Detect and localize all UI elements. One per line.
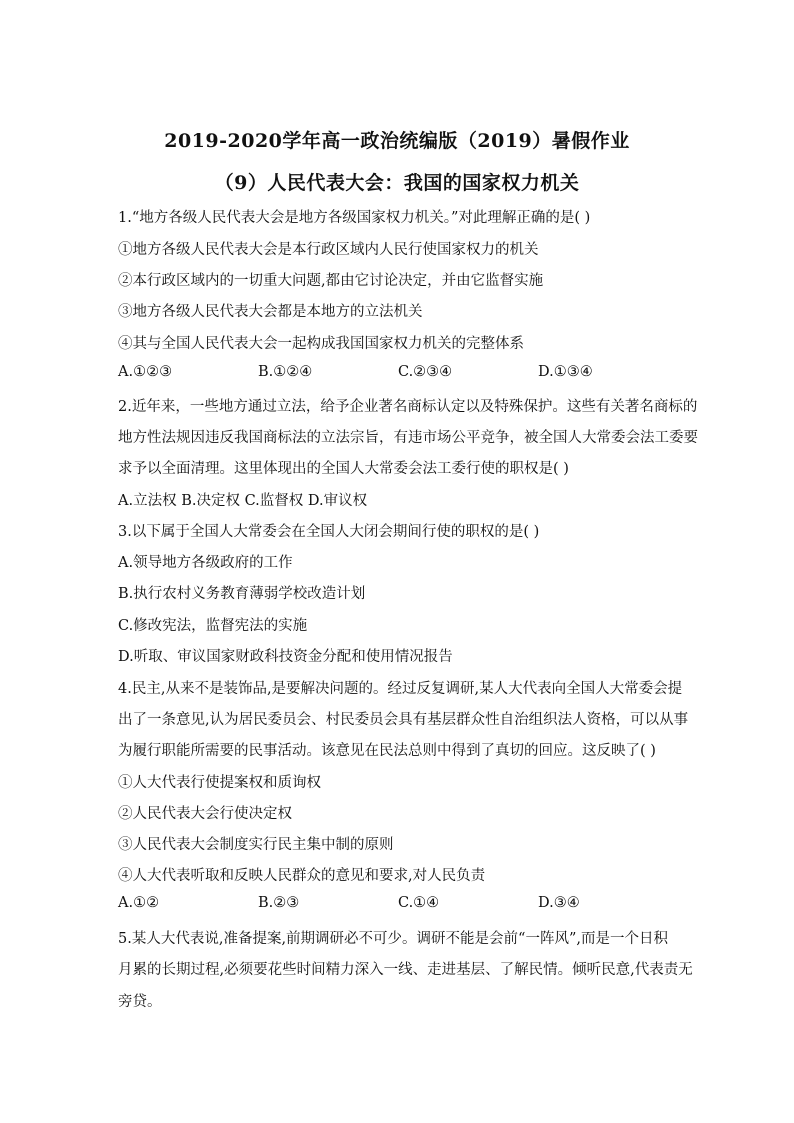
q1-item-1: ①地方各级人民代表大会是本行政区域内人民行使国家权力的机关 <box>118 242 539 258</box>
q3-stem: 3.以下属于全国人大常委会在全国人大闭会期间行使的职权的是( ) <box>118 524 540 540</box>
q4-option-a: A.①② <box>118 895 160 911</box>
q4-item-2: ②人民代表大会行使决定权 <box>118 806 292 822</box>
q4-stem-line-3: 为履行职能所需要的民事活动。该意见在民法总则中得到了真切的回应。这反映了( ) <box>118 743 656 759</box>
q2-stem-line-1: 2.近年来，一些地方通过立法，给予企业著名商标认定以及特殊保护。这些有关著名商标的 <box>118 399 698 415</box>
q3-option-b: B.执行农村义务教育薄弱学校改造计划 <box>118 586 366 602</box>
q3-option-d: D.听取、审议国家财政科技资金分配和使用情况报告 <box>118 649 453 665</box>
q1-option-b: B.①②④ <box>258 364 313 380</box>
q4-item-4: ④人大代表听取和反映人民群众的意见和要求,对人民负责 <box>118 868 486 884</box>
q1-stem: 1.“地方各级人民代表大会是地方各级国家权力机关。”对此理解正确的是( ) <box>118 210 591 226</box>
q1-item-2: ②本行政区域内的一切重大问题,都由它讨论决定，并由它监督实施 <box>118 273 544 289</box>
q5-stem-line-3: 旁贷。 <box>118 994 162 1010</box>
q1-option-d: D.①③④ <box>538 364 593 380</box>
q2-stem-line-3: 求予以全面清理。这里体现出的全国人大常委会法工委行使的职权是( ) <box>118 461 569 477</box>
q4-item-3: ③人民代表大会制度实行民主集中制的原则 <box>118 837 394 853</box>
q4-item-1: ①人大代表行使提案权和质询权 <box>118 775 321 791</box>
document-subtitle: （9）人民代表大会：我国的国家权力机关 <box>214 172 580 194</box>
q4-option-d: D.③④ <box>538 895 580 911</box>
q4-stem-line-2: 出了一条意见,认为居民委员会、村民委员会具有基层群众性自治组织法人资格，可以从事 <box>118 712 689 728</box>
q5-stem-line-1: 5.某人大代表说,准备提案,前期调研必不可少。调研不能是会前“一阵风”,而是一个日积 <box>118 931 668 947</box>
q4-option-b: B.②③ <box>258 895 300 911</box>
q2-stem-line-2: 地方性法规因违反我国商标法的立法宗旨，有违市场公平竞争，被全国人大常委会法工委要 <box>118 430 698 446</box>
q3-option-a: A.领导地方各级政府的工作 <box>118 555 293 571</box>
document-title: 2019-2020学年高一政治统编版（2019）暑假作业 <box>164 130 630 152</box>
q4-stem-line-1: 4.民主,从来不是装饰品,是要解决问题的。经过反复调研,某人大代表向全国人大常委会提 <box>118 681 683 697</box>
q1-option-a: A.①②③ <box>118 364 173 380</box>
q4-option-c: C.①④ <box>398 895 440 911</box>
q1-item-3: ③地方各级人民代表大会都是本地方的立法机关 <box>118 304 423 320</box>
q3-option-c: C.修改宪法，监督宪法的实施 <box>118 618 308 634</box>
q1-option-c: C.②③④ <box>398 364 453 380</box>
q2-options: A.立法权 B.决定权 C.监督权 D.审议权 <box>118 493 368 509</box>
q5-stem-line-2: 月累的长期过程,必须要花些时间精力深入一线、走进基层、了解民情。倾听民意,代表责无 <box>118 962 693 978</box>
q1-item-4: ④其与全国人民代表大会一起构成我国国家权力机关的完整体系 <box>118 336 524 352</box>
